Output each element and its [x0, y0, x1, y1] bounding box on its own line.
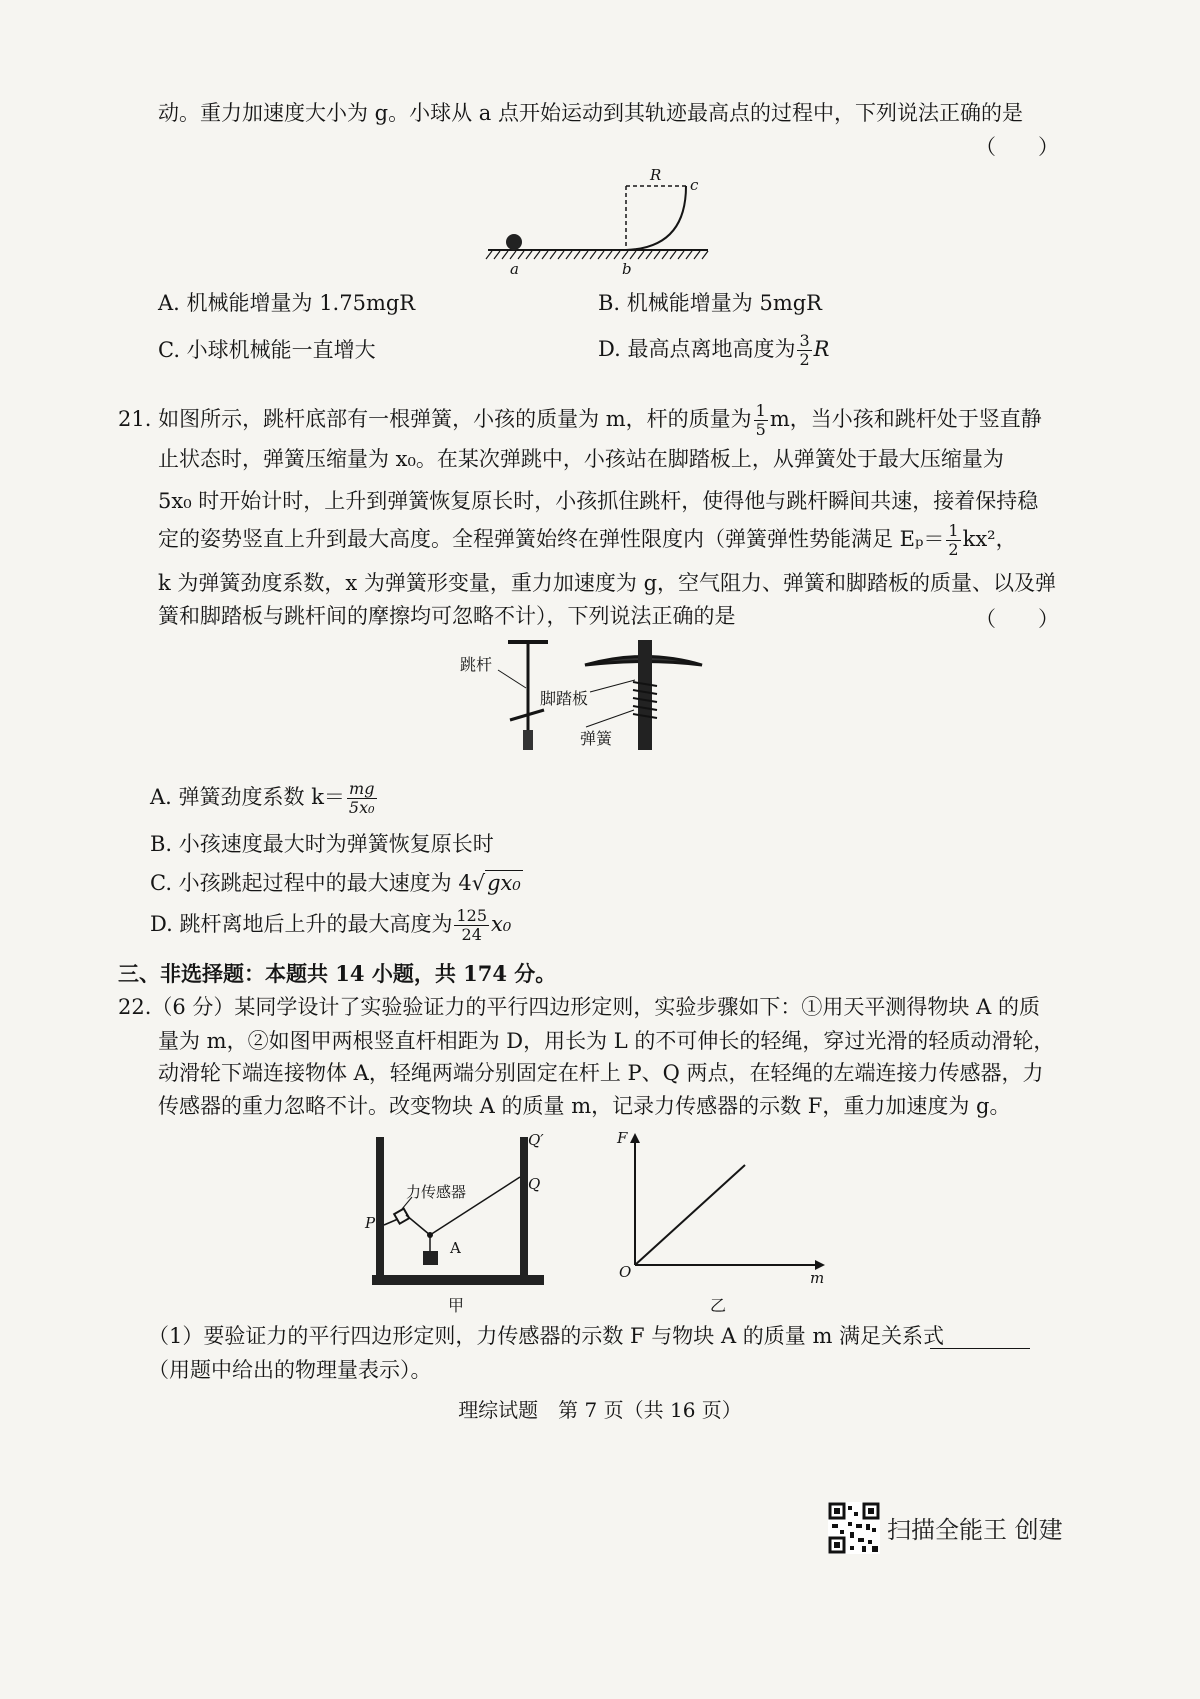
q21-line-5: k 为弹簧劲度系数，x 为弹簧形变量，重力加速度为 g，空气阻力、弹簧和脚踏板的质量、以及弹 — [158, 571, 1057, 595]
label-r: R — [650, 166, 662, 184]
q21-option-b: B. 小孩速度最大时为弹簧恢复原长时 — [150, 832, 494, 856]
ball — [506, 234, 522, 250]
q21-line-1: 21. 如图所示，跳杆底部有一根弹簧，小孩的质量为 m，杆的质量为 $\frac{1}{5}$ m，当小孩和跳杆处于竖直静 — [118, 401, 1042, 439]
q21-line-2: 止状态时，弹簧压缩量为 x₀。在某次弹跳中，小孩站在脚踏板上，从弹簧处于最大压缩量为 — [158, 447, 1004, 471]
label-f: F — [617, 1129, 628, 1147]
q20-option-b: B. 机械能增量为 5mgR — [598, 291, 822, 315]
figure-jia — [360, 1125, 550, 1315]
q22-sub1-line-2: （用题中给出的物理量表示）。 — [148, 1358, 432, 1382]
q20-track-figure — [480, 160, 720, 280]
label-pole: 跳杆 — [460, 655, 493, 674]
page-footer: 理综试题 第 7 页（共 16 页） — [458, 1398, 742, 1422]
section-3-heading: 三、非选择题：本题共 14 小题，共 174 分。 — [118, 961, 557, 986]
q21-line-3: 5x₀ 时开始计时，上升到弹簧恢复原长时，小孩抓住跳杆，使得他与跳杆瞬间共速，接着保持稳 — [158, 489, 1039, 513]
figure-yi — [615, 1125, 835, 1315]
label-o: O — [619, 1263, 632, 1281]
q20-option-a: A. 机械能增量为 1.75mgR — [158, 291, 416, 315]
q21-option-c: C. 小孩跳起过程中的最大速度为 4√gx₀ — [150, 871, 521, 895]
scanner-watermark: 扫描全能王 创建 — [887, 1516, 1063, 1544]
label-pedal: 脚踏板 — [540, 689, 589, 708]
q21-line-4: 定的姿势竖直上升到最大高度。全程弹簧始终在弹性限度内（弹簧弹性势能满足 Eₚ＝ $\frac{1}{2}$ kx²， — [158, 521, 1017, 559]
q21-pogo-figure — [440, 630, 710, 760]
q22-line-3: 动滑轮下端连接物体 A，轻绳两端分别固定在杆上 P、Q 两点，在轻绳的左端连接力传感器，力 — [158, 1061, 1044, 1085]
q22-sub1-line-1: （1）要验证力的平行四边形定则，力传感器的示数 F 与物块 A 的质量 m 满足关系式 — [148, 1324, 945, 1348]
quarter-circle-track — [626, 186, 686, 250]
label-sensor: 力传感器 — [406, 1183, 467, 1201]
q22-line-2: 量为 m，②如图甲两根竖直杆相距为 D，用长为 L 的不可伸长的轻绳，穿过光滑的轻质动滑轮， — [158, 1029, 1055, 1053]
label-q-prime: Q′ — [528, 1131, 544, 1149]
label-c: c — [690, 176, 699, 194]
q21-option-a: A. 弹簧劲度系数 k＝ $\frac{mg}{\text{5x₀}}$ — [150, 779, 375, 817]
q22-line-1: 22.（6 分）某同学设计了实验验证力的平行四边形定则，实验步骤如下：①用天平测得物块 A 的质 — [118, 995, 1040, 1019]
qr-code-icon — [828, 1502, 880, 1554]
label-m: m — [810, 1269, 825, 1287]
q21-line-6: 簧和脚踏板与跳杆间的摩擦均可忽略不计），下列说法正确的是 — [158, 604, 736, 628]
q22-line-4: 传感器的重力忽略不计。改变物块 A 的质量 m，记录力传感器的示数 F，重力加速度为 g。 — [158, 1094, 1011, 1118]
caption-yi: 乙 — [710, 1296, 727, 1315]
q22-sub1-answer-blank[interactable] — [930, 1348, 1030, 1349]
caption-jia: 甲 — [448, 1296, 465, 1315]
q20-option-d: D. 最高点离地高度为 $\frac{3}{2}$ R — [598, 331, 830, 369]
q20-option-c: C. 小球机械能一直增大 — [158, 338, 376, 362]
f-m-line — [635, 1165, 745, 1265]
q20-answer-paren: （ ） — [975, 135, 1059, 159]
label-p: P — [365, 1214, 376, 1232]
label-a: A — [450, 1239, 461, 1257]
q21-answer-paren: （ ） — [975, 607, 1059, 631]
q21-option-d: D. 跳杆离地后上升的最大高度为 $\frac{125}{24}$ x₀ — [150, 906, 512, 944]
label-q: Q — [528, 1175, 541, 1193]
label-a: a — [510, 260, 519, 278]
label-b: b — [622, 260, 632, 278]
label-spring: 弹簧 — [580, 729, 613, 748]
q20-stem-tail: 动。重力加速度大小为 g。小球从 a 点开始运动到其轨迹最高点的过程中，下列说法正确的是 — [158, 101, 1023, 125]
